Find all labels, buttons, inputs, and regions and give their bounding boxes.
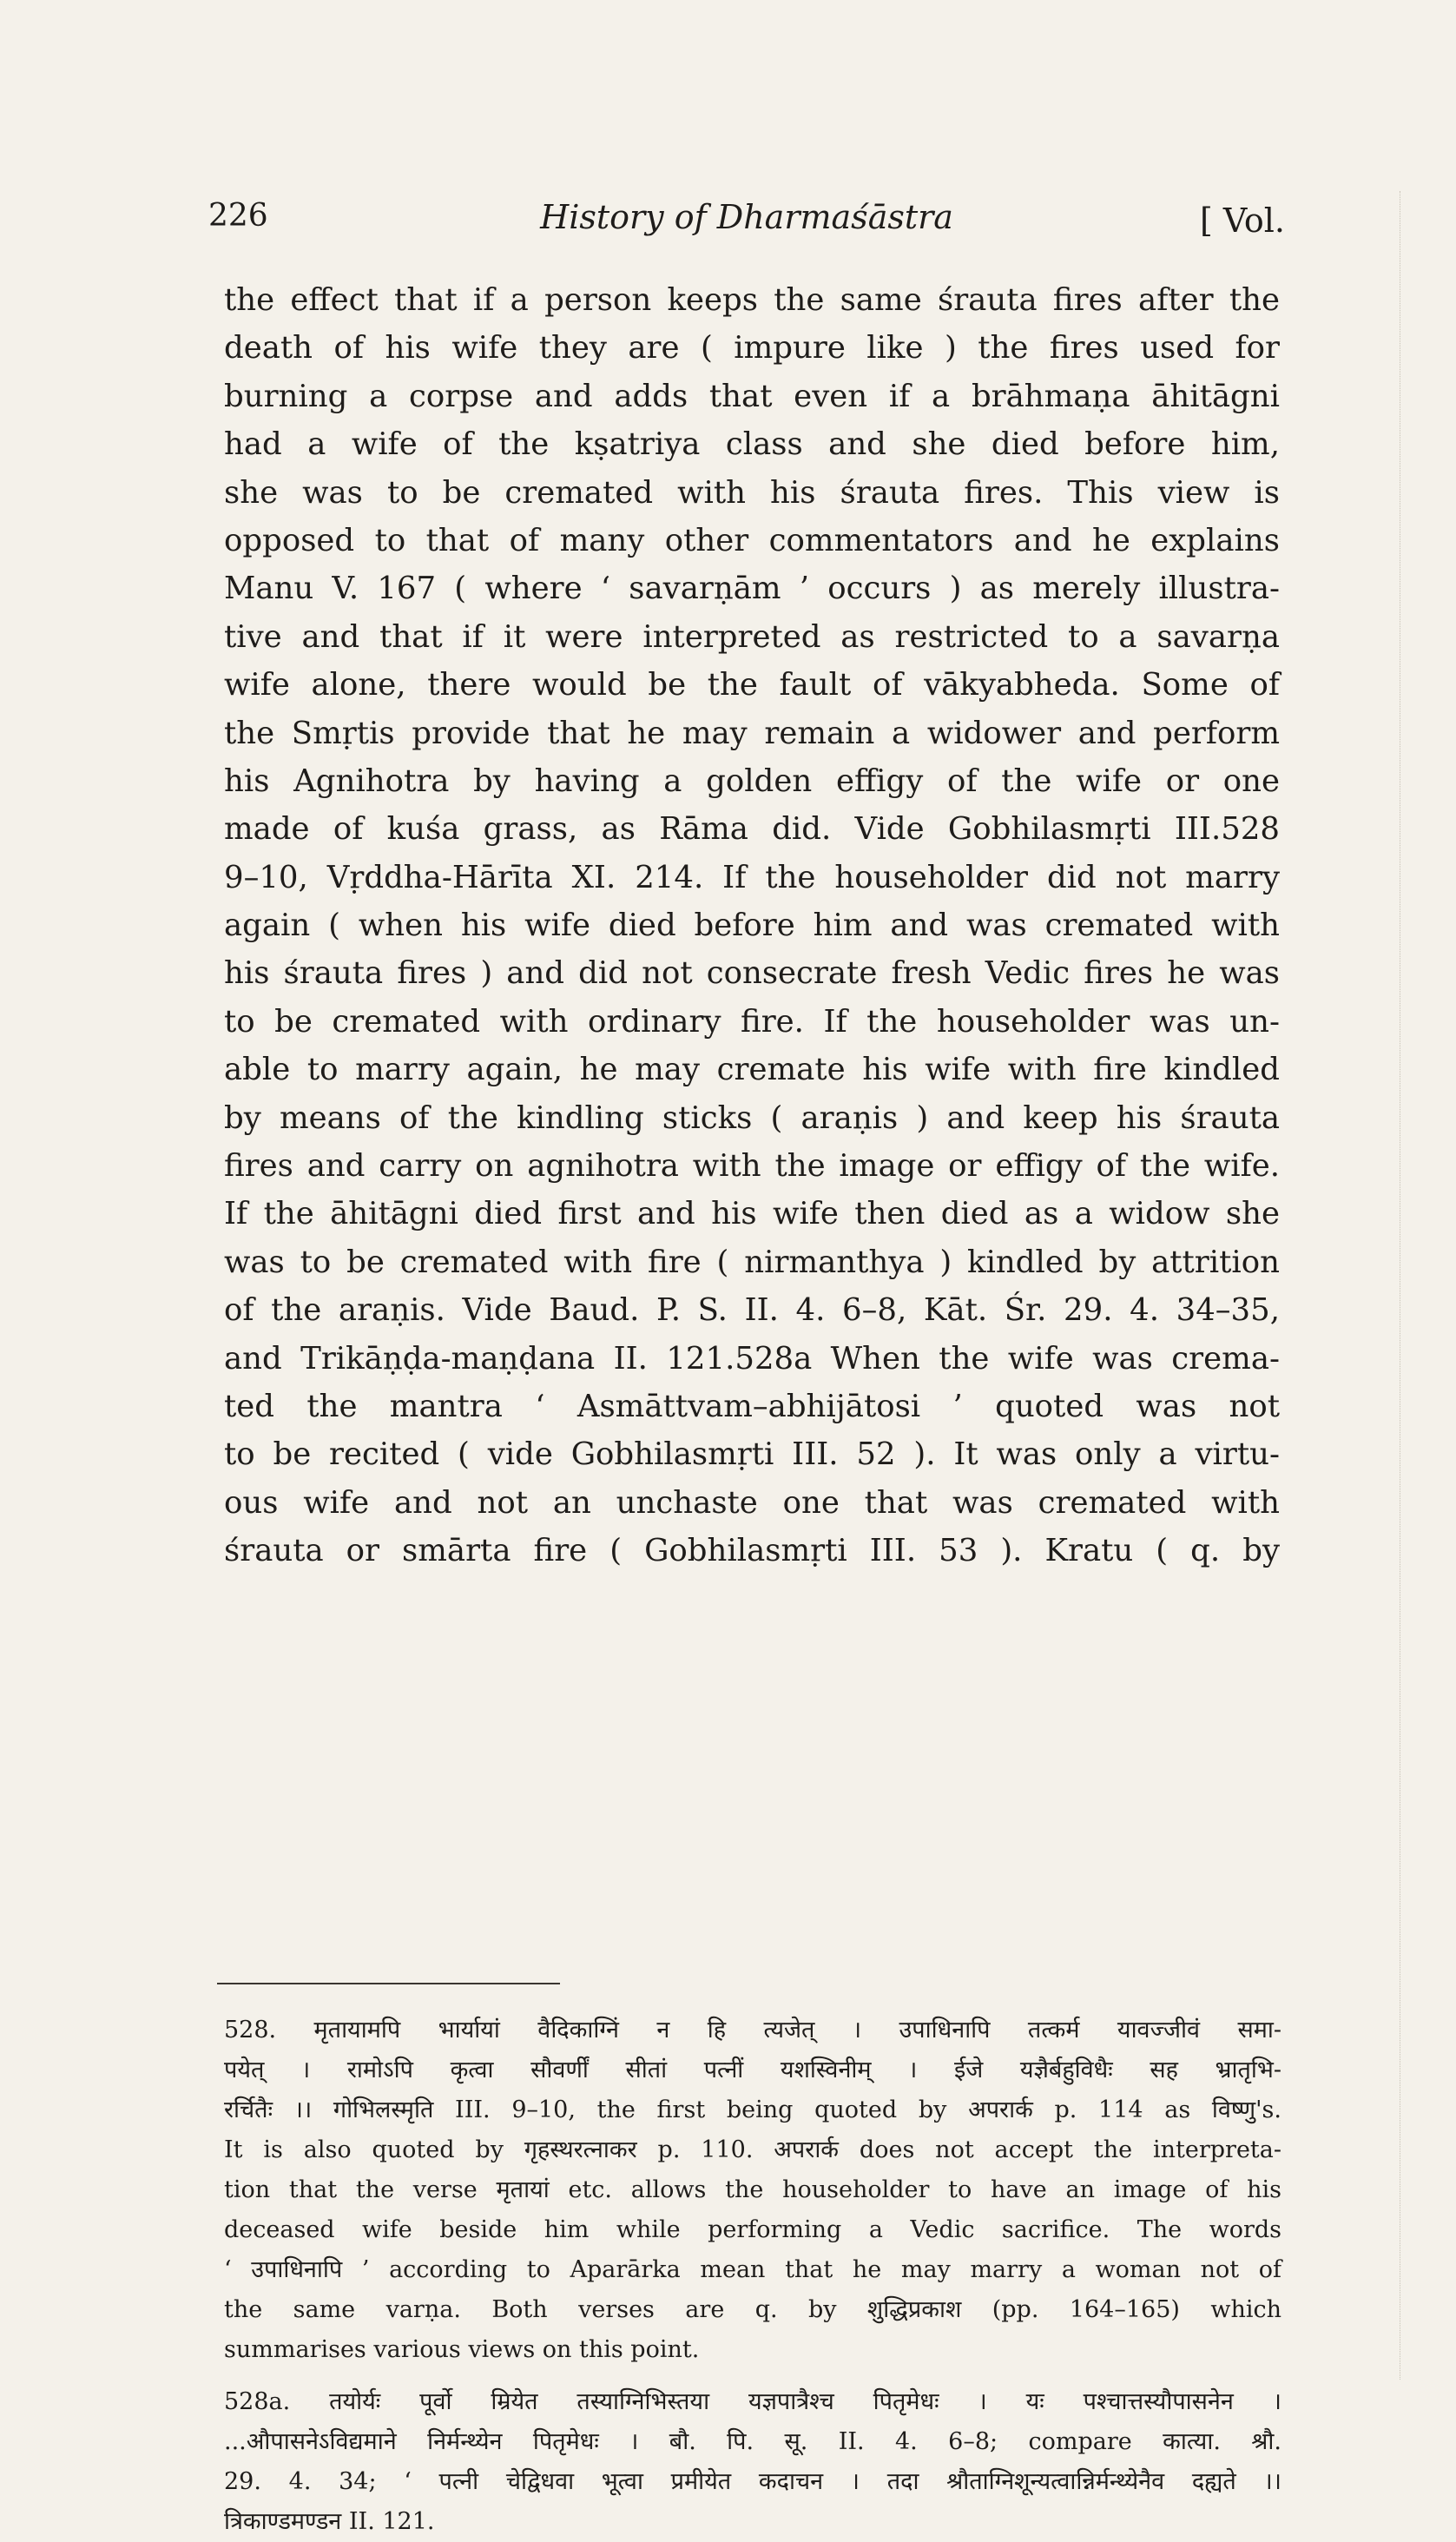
footnote-line: रर्चितैः ।। गोभिलस्मृति III. 9–10, the first being quoted by अपरार्क p. 114 as विष्णु's. bbox=[224, 2096, 1281, 2123]
volume-label: [ Vol. bbox=[1200, 201, 1285, 240]
footnote-line: It is also quoted by गृहस्थरत्नाकर p. 110. अपरार्क does not accept the interpreta- bbox=[224, 2136, 1281, 2163]
body-line: of the araṇis. Vide Baud. P. S. II. 4. 6–8, Kāt. Śr. 29. 4. 34–35, bbox=[224, 1292, 1280, 1329]
body-line: his Agnihotra by having a golden effigy of the wife or one bbox=[224, 763, 1280, 799]
footnote-line: ...औपासनेऽविद्यमाने निर्मन्थ्येन पितृमेधः । बौ. पि. सू. II. 4. 6–8; compare कात्या. श्रौ. bbox=[224, 2428, 1281, 2455]
footnote-528 bbox=[224, 2010, 1281, 2370]
body-line: to be cremated with ordinary fire. If the householder was un- bbox=[224, 1003, 1280, 1040]
body-line: ous wife and not an unchaste one that was cremated with bbox=[224, 1484, 1280, 1521]
body-line: 9–10, Vṛddha-Hārīta XI. 214. If the householder did not marry bbox=[224, 859, 1280, 895]
footnote-line: 528a. तयोर्यः पूर्वो म्रियेत तस्याग्निभिस्तया यज्ञपात्रैश्च पितृमेधः । यः पश्चात्तस्यौपासनेन । bbox=[224, 2388, 1281, 2415]
body-line: If the āhitāgni died first and his wife then died as a widow she bbox=[224, 1196, 1280, 1232]
body-line: ted the mantra ‘ Asmāttvam–abhijātosi ’ quoted was not bbox=[224, 1388, 1280, 1424]
page-header bbox=[208, 198, 1285, 250]
body-line: again ( when his wife died before him and was cremated with bbox=[224, 908, 1280, 944]
body-line: able to marry again, he may cremate his wife with fire kindled bbox=[224, 1052, 1280, 1088]
footnote-line: summarises various views on this point. bbox=[224, 2336, 700, 2363]
footnote-line: tion that the verse मृतायां etc. allows the householder to have an image of his bbox=[224, 2176, 1281, 2203]
footnote-line: the same varṇa. Both verses are q. by शुद्धिप्रकाश (pp. 164–165) which bbox=[224, 2296, 1281, 2323]
body-line: to be recited ( vide Gobhilasmṛti III. 52 ). It was only a virtu- bbox=[224, 1436, 1280, 1473]
body-line: fires and carry on agnihotra with the image or effigy of the wife. bbox=[224, 1148, 1280, 1185]
body-line: śrauta or smārta fire ( Gobhilasmṛti III. 53 ). Kratu ( q. by bbox=[224, 1533, 1280, 1569]
body-line: had a wife of the kṣatriya class and she died before him, bbox=[224, 426, 1280, 463]
running-title: History of Dharmaśāstra bbox=[540, 198, 953, 236]
footnote-line: ‘ उपाधिनापि ’ according to Aparārka mean that he may marry a woman not of bbox=[224, 2256, 1281, 2283]
footnote-rule bbox=[217, 1983, 560, 1984]
body-line: burning a corpse and adds that even if a brāhmaṇa āhitāgni bbox=[224, 378, 1280, 414]
footnote-line: त्रिकाण्डमण्डन II. 121. bbox=[224, 2508, 435, 2535]
body-text bbox=[224, 276, 1280, 1575]
body-line: tive and that if it were interpreted as restricted to a savarṇa bbox=[224, 618, 1280, 655]
body-line: opposed to that of many other commentators and he explains bbox=[224, 522, 1280, 558]
body-line: and Trikāṇḍa-maṇḍana II. 121.528a When the wife was crema- bbox=[224, 1340, 1280, 1377]
footnote-line: 29. 4. 34; ‘ पत्नी चेद्विधवा भूत्वा प्रमीयेत कदाचन । तदा श्रौताग्निशून्यत्वान्निर्मन्थ्येनैव दह्यते ।। bbox=[224, 2468, 1281, 2495]
footnote-line: deceased wife beside him while performing a Vedic sacrifice. The words bbox=[224, 2216, 1281, 2243]
body-line: was to be cremated with fire ( nirmanthya ) kindled by attrition bbox=[224, 1244, 1280, 1280]
body-line: wife alone, there would be the fault of vākyabheda. Some of bbox=[224, 667, 1280, 703]
body-line: his śrauta fires ) and did not consecrate fresh Vedic fires he was bbox=[224, 955, 1280, 992]
body-line: made of kuśa grass, as Rāma did. Vide Gobhilasmṛti III.528 bbox=[224, 811, 1280, 848]
footnote-line: पयेत् । रामोऽपि कृत्वा सौवर्णीं सीतां पत्नीं यशस्विनीम् । ईजे यज्ञैर्बहुविधैः सह भ्रातृभि- bbox=[224, 2057, 1281, 2083]
footnotes bbox=[224, 2010, 1281, 2542]
body-line: by means of the kindling sticks ( araṇis ) and keep his śrauta bbox=[224, 1099, 1280, 1136]
body-line: death of his wife they are ( impure like ) the fires used for bbox=[224, 330, 1280, 366]
body-line: the Smṛtis provide that he may remain a widower and perform bbox=[224, 715, 1280, 751]
body-line: she was to be cremated with his śrauta fires. This view is bbox=[224, 474, 1280, 511]
page-number: 226 bbox=[208, 198, 268, 234]
body-line: Manu V. 167 ( where ‘ savarṇām ’ occurs ) as merely illustra- bbox=[224, 571, 1280, 607]
body-line: the effect that if a person keeps the same śrauta fires after the bbox=[224, 282, 1280, 318]
footnote-528a bbox=[224, 2382, 1281, 2542]
footnote-line: 528. मृतायामपि भार्यायां वैदिकाग्निं न हि त्यजेत् । उपाधिनापि तत्कर्म यावज्जीवं समा- bbox=[224, 2017, 1281, 2044]
